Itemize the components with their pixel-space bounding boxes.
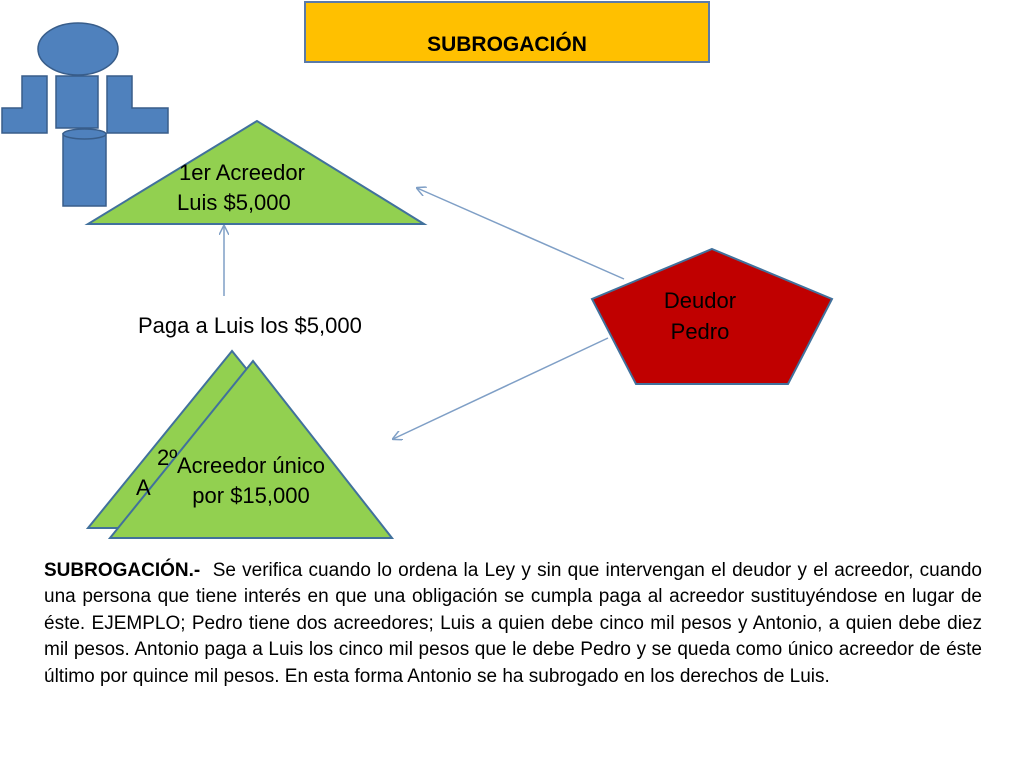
sole-creditor-label-line2: por $15,000 <box>192 483 310 508</box>
page-title: SUBROGACIÓN <box>427 33 587 56</box>
debtor-label-line2: Pedro <box>670 319 730 344</box>
second-creditor-label-line1: 2º <box>157 445 178 470</box>
description-body: Se verifica cuando lo ordena la Ley y sin que intervengan el deudor y el acreedor, cuando una persona que tiene interés en que una obligación se cumpla paga al acreedor sustituyéndose en lugar de éste. EJEMPLO; Pedro tiene dos acreedores; Luis a quien debe cinco mil pesos y Antonio, a quien debe diez mil pesos. Antonio paga a Luis los cinco mil pesos que le debe Pedro y se queda como único acreedor de éste último por quince mil pesos. En esta forma Antonio se ha subrogado en los derechos de Luis. <box>44 560 982 687</box>
second-creditor-label-line2: A <box>136 475 151 500</box>
first-creditor-label-line2: Luis $5,000 <box>177 190 291 215</box>
debtor-label-line1: Deudor <box>663 288 737 313</box>
first-creditor-label-line1: 1er Acreedor <box>179 160 305 185</box>
arrow-debtor-to-sole-creditor <box>393 338 608 439</box>
person-figure-icon <box>2 23 168 206</box>
description-paragraph <box>44 558 982 690</box>
description-lead: SUBROGACIÓN.- <box>44 560 201 581</box>
arrow-debtor-to-first-creditor <box>417 188 624 279</box>
payment-label: Paga a Luis los $5,000 <box>138 313 362 338</box>
sole-creditor-label-line1: Acreedor único <box>177 453 325 478</box>
